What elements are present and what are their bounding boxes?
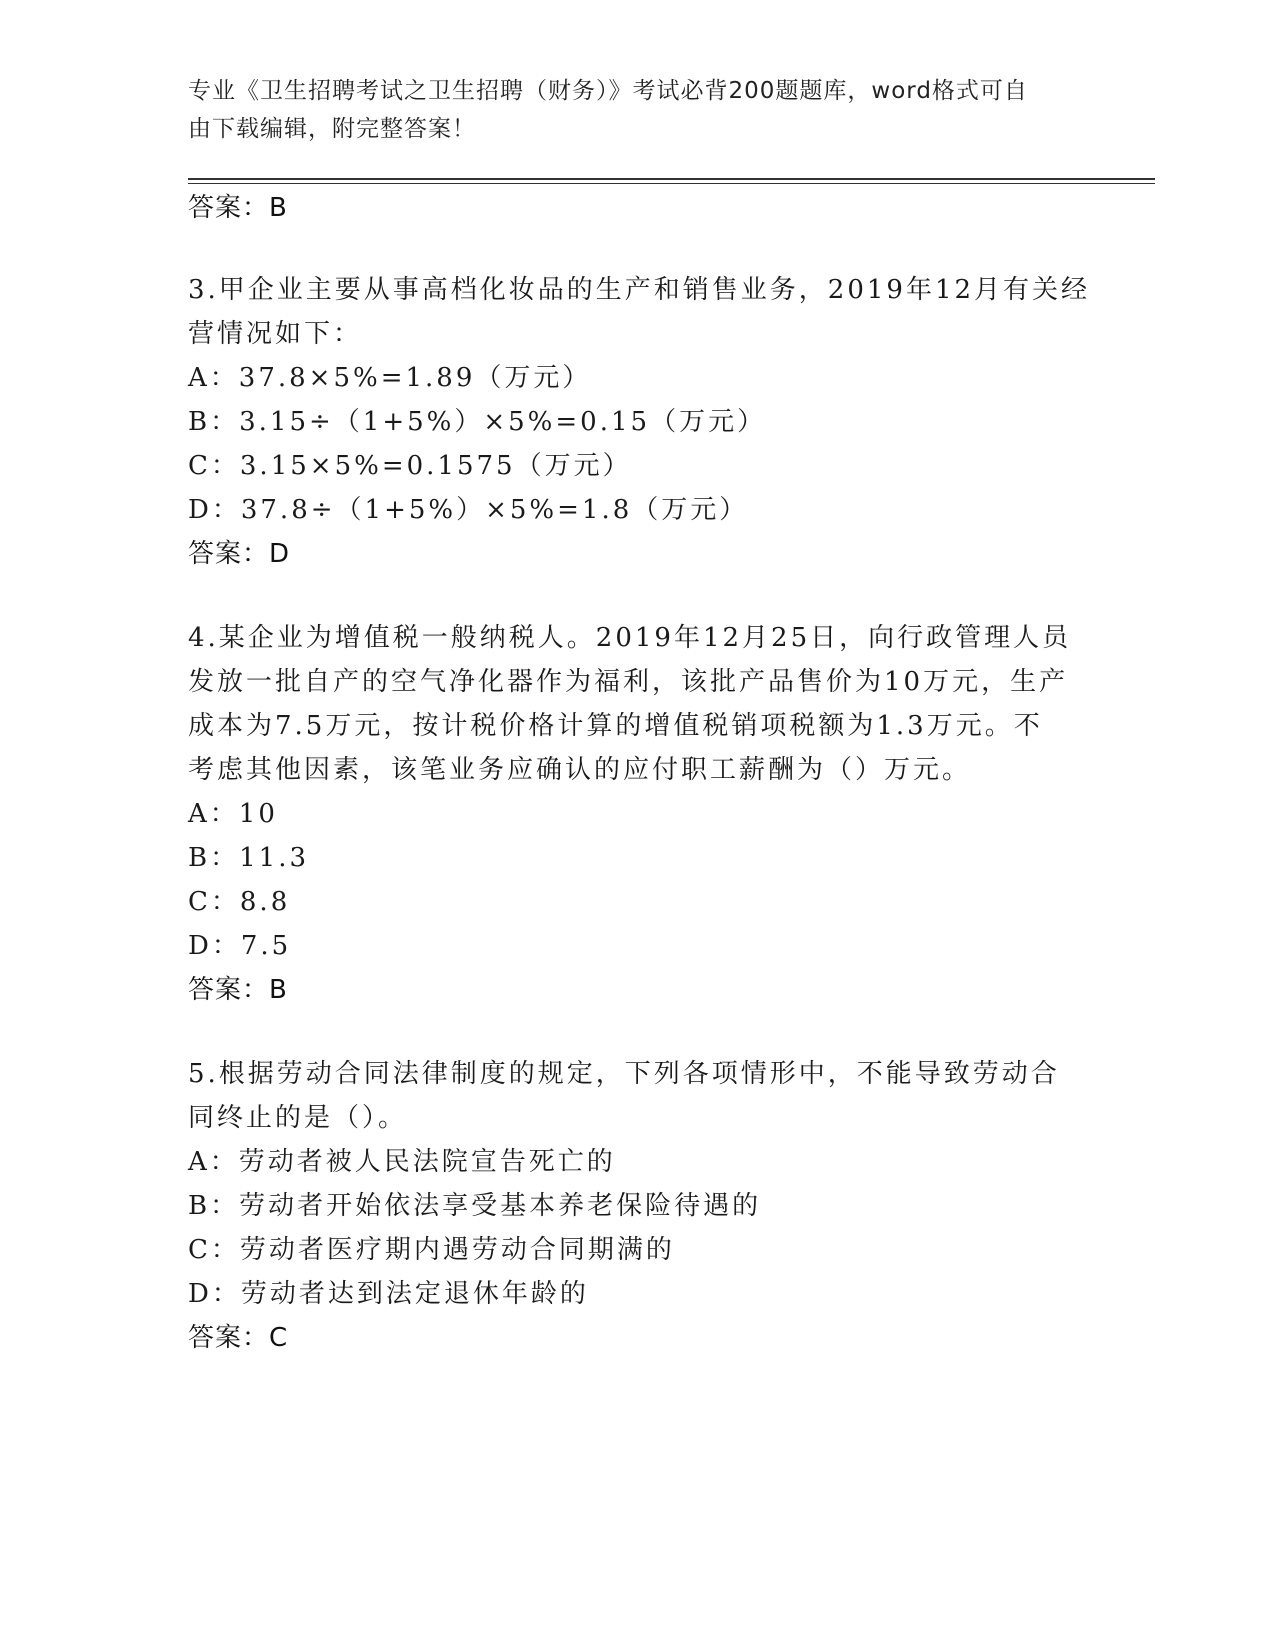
option-d: D：劳动者达到法定退休年龄的 [188,1279,589,1309]
option-d: D：37.8÷（1+5%）×5%=1.8（万元） [188,495,749,525]
question-stem-line: 同终止的是（）。 [188,1103,408,1133]
header-line: 专业《卫生招聘考试之卫生招聘（财务）》考试必背200题题库，word格式可自 [188,78,1028,104]
question-stem-line: 3.甲企业主要从事高档化妆品的生产和销售业务，2019年12月有关经 [188,275,1091,305]
document-header [188,72,1068,148]
option-c: C：3.15×5%=0.1575（万元） [188,451,632,481]
question-stem-line: 考虑其他因素，该笔业务应确认的应付职工薪酬为（）万元。 [188,755,972,785]
option-b: B：3.15÷（1+5%）×5%=0.15（万元） [188,407,767,437]
option-c: C：8.8 [188,887,291,917]
question-stem-line: 营情况如下： [188,319,363,349]
option-a: A：37.8×5%=1.89（万元） [188,363,592,393]
question-stem-line: 成本为7.5万元，按计税价格计算的增值税销项税额为1.3万元。不 [188,711,1043,741]
option-d: D：7.5 [188,931,292,961]
question-stem-line: 5.根据劳动合同法律制度的规定，下列各项情形中，不能导致劳动合 [188,1059,1060,1089]
answer: 答案：D [188,539,291,569]
header-divider-thin [188,183,1155,184]
header-line: 由下载编辑，附完整答案！ [188,116,476,142]
option-b: B：劳动者开始依法享受基本养老保险待遇的 [188,1191,762,1221]
header-divider-thick [188,178,1155,180]
option-c: C：劳动者医疗期内遇劳动合同期满的 [188,1235,675,1265]
option-a: A：劳动者被人民法院宣告死亡的 [188,1147,616,1177]
question-stem-line: 4.某企业为增值税一般纳税人。2019年12月25日，向行政管理人员 [188,623,1072,653]
answer: 答案：B [188,975,288,1005]
option-b: B：11.3 [188,843,309,873]
question-stem-line: 发放一批自产的空气净化器作为福利，该批产品售价为10万元，生产 [188,667,1069,697]
answer: 答案：C [188,1323,289,1353]
previous-answer: 答案：B [188,193,288,223]
option-a: A：10 [188,799,278,829]
